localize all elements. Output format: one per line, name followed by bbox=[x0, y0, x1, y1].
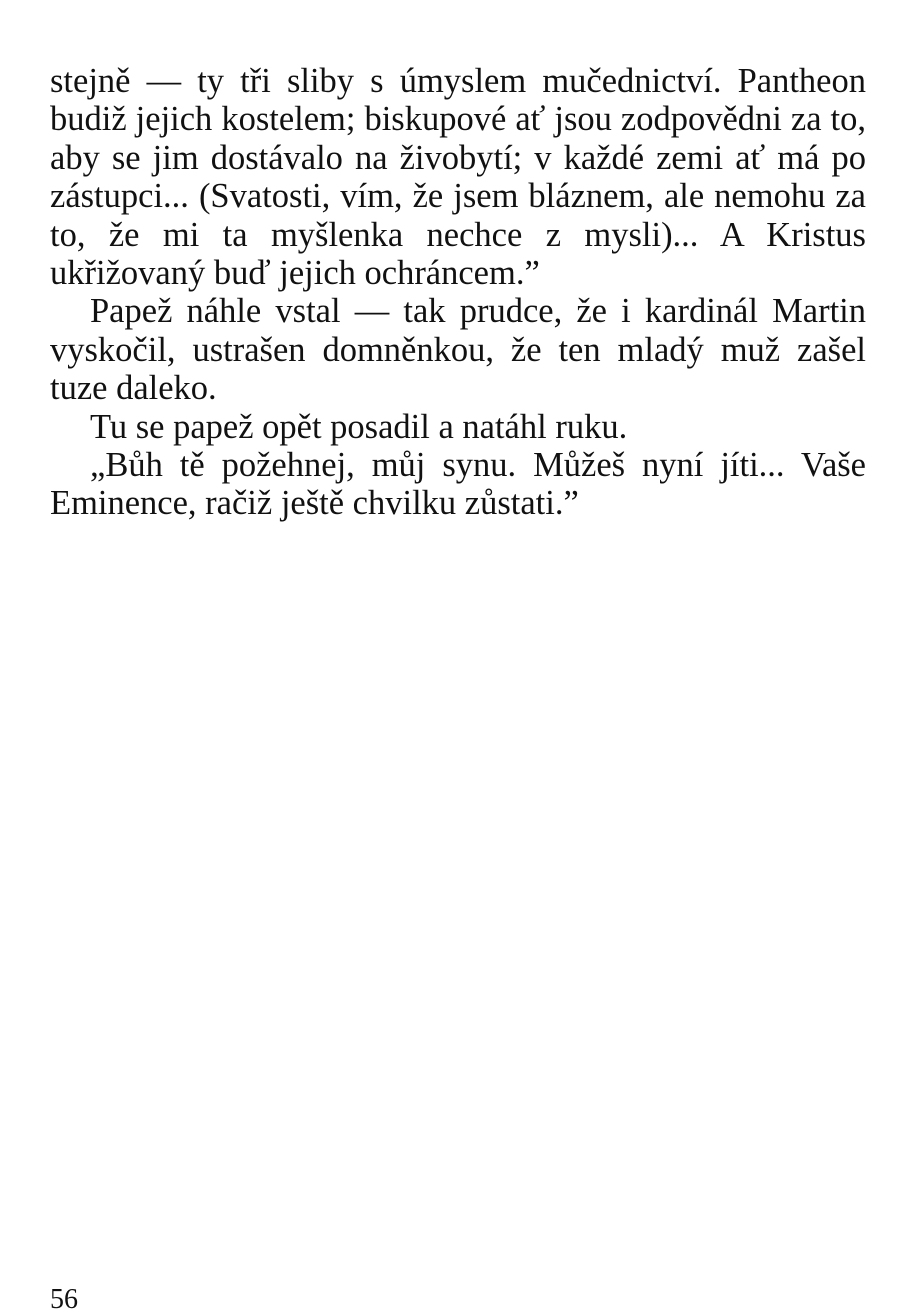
paragraph-3: Tu se papež opět posadil a natáhl ruku. bbox=[90, 407, 628, 446]
page-body bbox=[50, 62, 866, 523]
paragraph-1: stejně — ty tři sliby s úmyslem mučednictví. Pantheon budiž jejich kostelem; biskupové ať jsou zodpovědni za to, aby se jim dostávalo na živobytí; v každé zemi ať má po zástupci... (Svatosti, vím, že jsem bláznem, ale nemohu za to, že mi ta myšlenka nechce z mysli)... A Kristus ukřižovaný buď jejich ochráncem.” bbox=[50, 62, 866, 293]
paragraph-4: „Bůh tě požehnej, můj synu. Můžeš nyní jíti... Vaše Eminence, račiž ještě chvilku zůstati.” bbox=[50, 446, 866, 523]
page-number: 56 bbox=[50, 1284, 78, 1315]
paragraph-2: Papež náhle vstal — tak prudce, že i kardinál Martin vyskočil, ustrašen domněnkou, že ten mladý muž zašel tuze daleko. bbox=[50, 292, 866, 408]
